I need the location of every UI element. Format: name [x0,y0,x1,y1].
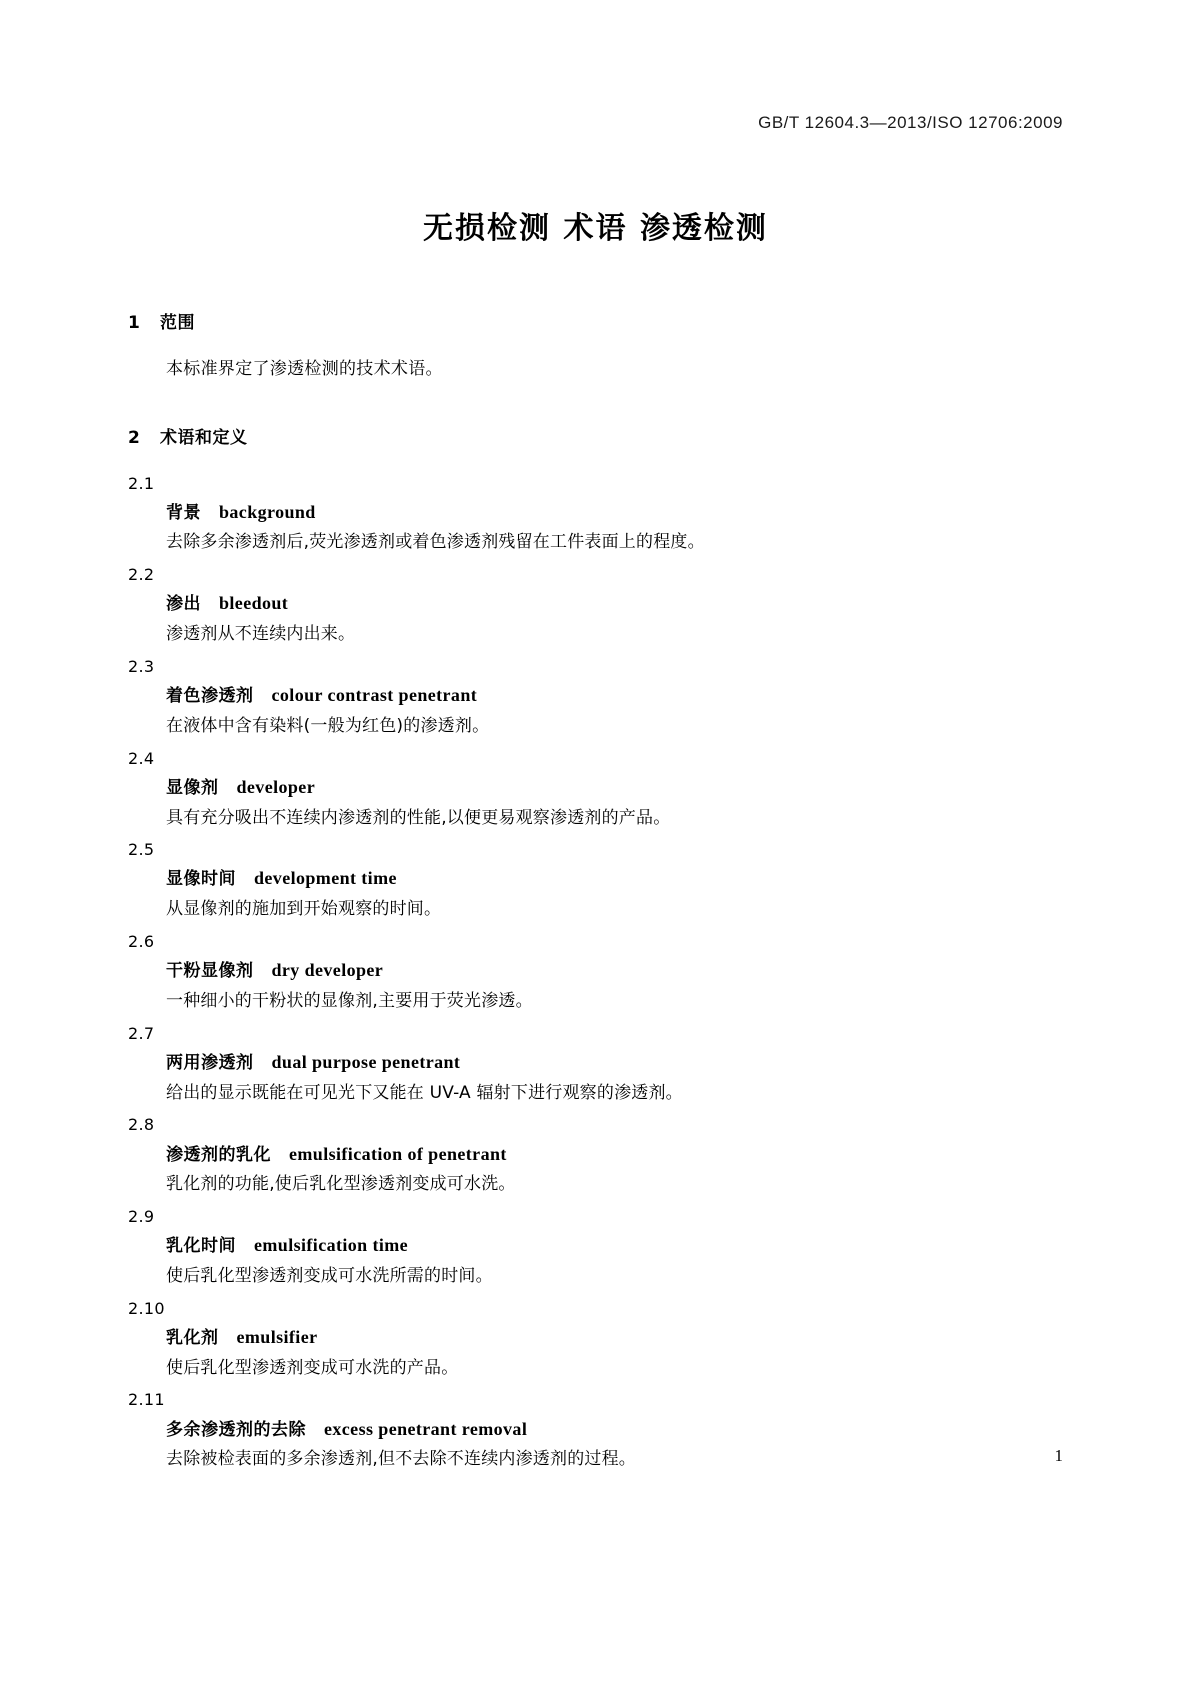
term-entry [128,1111,1063,1200]
term-name [166,1230,1063,1262]
clause-title-1: 范围 [160,313,195,333]
term-entry [128,561,1063,650]
term-definition: 给出的显示既能在可见光下又能在 UV-A 辐射下进行观察的渗透剂。 [166,1082,683,1103]
term-name [166,1414,1063,1446]
term-number: 2.11 [128,1390,165,1410]
term-entry [128,1295,1063,1384]
term-entry [128,836,1063,925]
term-name-cn: 着色渗透剂 [166,686,254,707]
term-name-cn: 乳化剂 [166,1327,219,1348]
clause-number-1: 1 [128,313,141,333]
term-entry [128,653,1063,742]
term-entry [128,1386,1063,1475]
term-definition: 在液体中含有染料(一般为红色)的渗透剂。 [166,715,490,736]
clause-number-2: 2 [128,427,141,448]
term-name-cn: 渗出 [166,594,201,615]
page-number: 1 [1054,1446,1063,1465]
term-definition: 使后乳化型渗透剂变成可水洗所需的时间。 [166,1265,493,1286]
term-body [166,1230,1063,1292]
clause-title-2: 术语和定义 [160,427,248,448]
term-name [166,1139,1063,1171]
term-definition: 去除被检表面的多余渗透剂,但不去除不连续内渗透剂的过程。 [166,1449,637,1470]
term-entry [128,470,1063,559]
term-name-en: emulsification of penetrant [289,1143,507,1164]
term-name [166,863,1063,895]
term-name-en: development time [254,868,397,889]
term-entry [128,1203,1063,1292]
term-body [166,1322,1063,1384]
term-entry [128,1020,1063,1109]
term-body [166,1139,1063,1201]
term-definition: 一种细小的干粉状的显像剂,主要用于荧光渗透。 [166,990,533,1011]
page-header: GB/T 12604.3—2013/ISO 12706:2009 [758,113,1063,132]
term-name [166,588,1063,620]
page-title: 无损检测 术语 渗透检测 [423,211,768,246]
term-definition: 使后乳化型渗透剂变成可水洗的产品。 [166,1357,459,1378]
clause-1-paragraph: 本标准界定了渗透检测的技术术语。 [166,359,443,379]
document-content [128,290,1063,1478]
term-name-cn: 显像时间 [166,869,236,890]
term-list [128,470,1063,1476]
term-definition: 乳化剂的功能,使后乳化型渗透剂变成可水洗。 [166,1174,516,1195]
term-name [166,955,1063,987]
clause-heading-1 [128,308,1063,333]
term-name-cn: 多余渗透剂的去除 [166,1419,306,1440]
term-number: 2.10 [128,1298,165,1318]
term-name-cn: 两用渗透剂 [166,1052,254,1073]
term-number: 2.9 [128,1207,155,1226]
term-name-cn: 渗透剂的乳化 [166,1144,271,1165]
term-name [166,772,1063,804]
term-body [166,955,1063,1017]
term-name [166,497,1063,529]
term-name-en: bleedout [219,593,289,614]
term-number: 2.5 [128,840,155,860]
term-name-en: colour contrast penetrant [271,685,478,706]
term-number: 2.7 [128,1023,155,1043]
term-body [166,680,1063,742]
term-name-cn: 显像剂 [166,777,219,798]
term-name-en: background [219,501,316,522]
term-body [166,772,1063,834]
term-name [166,1047,1063,1079]
term-entry [128,928,1063,1017]
term-number: 2.6 [128,931,155,951]
term-number: 2.1 [128,473,155,493]
term-number: 2.2 [128,565,155,585]
term-definition: 去除多余渗透剂后,荧光渗透剂或着色渗透剂残留在工件表面上的程度。 [166,532,705,553]
term-number: 2.8 [128,1115,155,1135]
term-name-cn: 背景 [166,502,201,523]
term-name-en: dual purpose penetrant [271,1051,461,1072]
term-body [166,1047,1063,1109]
term-body [166,497,1063,559]
term-definition: 具有充分吸出不连续内渗透剂的性能,以便更易观察渗透剂的产品。 [166,807,671,828]
term-definition: 从显像剂的施加到开始观察的时间。 [166,899,442,920]
term-name-cn: 乳化时间 [166,1236,236,1257]
term-name-en: developer [236,776,316,797]
term-number: 2.4 [128,748,155,768]
term-entry [128,745,1063,834]
term-name-en: dry developer [271,960,384,981]
term-definition: 渗透剂从不连续内出来。 [166,624,356,645]
clause-heading-2 [128,423,1063,448]
term-body [166,863,1063,925]
term-name-en: emulsification time [254,1235,409,1256]
term-name-en: excess penetrant removal [324,1418,528,1439]
term-name [166,680,1063,712]
term-number: 2.3 [128,656,155,676]
term-name-cn: 干粉显像剂 [166,961,254,982]
term-body [166,1414,1063,1476]
term-name [166,1322,1063,1354]
term-body [166,588,1063,650]
term-name-en: emulsifier [236,1326,318,1347]
